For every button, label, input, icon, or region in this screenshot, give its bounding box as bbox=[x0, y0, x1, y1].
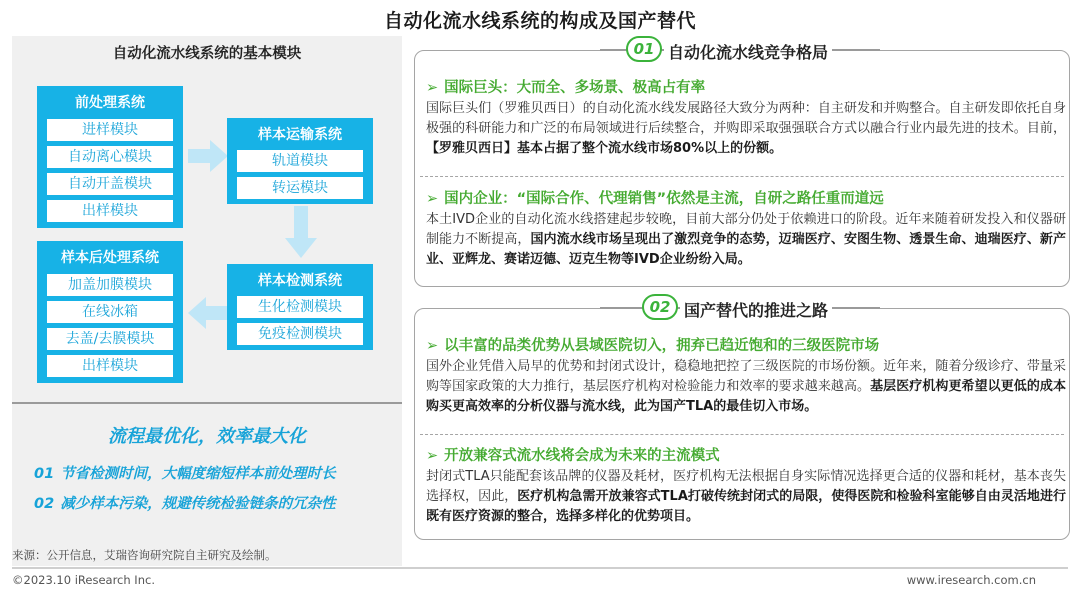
chevron-right-icon: ➢ bbox=[426, 191, 439, 207]
arrow-right-icon bbox=[188, 140, 228, 172]
benefit-number: 01 bbox=[34, 466, 55, 482]
post-processing-box bbox=[37, 241, 183, 383]
benefit-item bbox=[34, 462, 336, 483]
modules-heading: 自动化流水线系统的基本模块 bbox=[112, 46, 302, 62]
pre-processing-box bbox=[37, 86, 183, 228]
section-01-badge: 01 bbox=[626, 36, 662, 62]
point-title bbox=[426, 187, 884, 208]
point-body-emphasis: 基层医疗机构更希望以更低的成本购买更高效率的分析仪器与流水线，此为国产TLA的最佳切入市场。 bbox=[426, 379, 1066, 414]
benefit-item bbox=[34, 492, 336, 513]
section-02-dash-divider bbox=[420, 434, 1064, 435]
point-body bbox=[426, 357, 1066, 417]
point-body-text: 国外企业凭借入局早的优势和封闭式设计，稳稳地把控了三级医院的市场份额。近年来，随着分级诊疗、带量采购等国家政策的大力推行，基层医疗机构对检验能力和效率的要求越来越高。 bbox=[426, 359, 1066, 394]
pre-processing-title: 前处理系统 bbox=[75, 95, 145, 111]
detection-title: 样本检测系统 bbox=[258, 273, 342, 289]
point-body-text: 本土IVD企业的自动化流水线搭建起步较晚，目前大部分仍处于依赖进口的阶段。近年来随着研发投入和仪器研制能力不断提高， bbox=[426, 212, 1066, 247]
module-item: 出样模块 bbox=[47, 355, 173, 377]
transport-box bbox=[227, 118, 373, 204]
point-body-text: 国际巨头们（罗雅贝西日）的自动化流水线发展路径大致分为两种：自主研发和并购整合。自主研发即依托自身极强的科研能力和广泛的布局领域进行后续整合，并购即采取强强联合方式以融合行业内最先进的技术。目前， bbox=[426, 101, 1066, 136]
point-body bbox=[426, 210, 1066, 270]
module-item: 去盖/去膜模块 bbox=[47, 328, 173, 350]
module-item: 免疫检测模块 bbox=[237, 323, 363, 345]
benefit-text: 节省检测时间，大幅度缩短样本前处理时长 bbox=[60, 466, 336, 482]
point-title-text: 国际巨头：大而全、多场景、极高占有率 bbox=[444, 80, 706, 96]
point-body bbox=[426, 99, 1066, 159]
section-01-dash-divider bbox=[420, 176, 1064, 177]
module-item: 加盖加膜模块 bbox=[47, 274, 173, 296]
detection-box bbox=[227, 264, 373, 350]
module-item: 自动开盖模块 bbox=[47, 173, 173, 195]
left-divider bbox=[12, 402, 402, 404]
point-body-text: 封闭式TLA只能配套该品牌的仪器及耗材，医疗机构无法根据自身实际情况选择更合适的仪器和耗材，基本丧失选择权，因此， bbox=[426, 469, 1066, 504]
benefit-number: 02 bbox=[34, 496, 55, 512]
point-title bbox=[426, 444, 720, 465]
arrow-left-icon bbox=[188, 297, 228, 329]
copyright: ©2023.10 iResearch Inc. bbox=[12, 573, 155, 587]
arrow-down-icon bbox=[285, 206, 317, 258]
source-note: 来源：公开信息，艾瑞咨询研究院自主研究及绘制。 bbox=[12, 548, 277, 562]
section-02-badge: 02 bbox=[642, 294, 678, 320]
transport-title: 样本运输系统 bbox=[258, 127, 342, 143]
module-item: 转运模块 bbox=[237, 177, 363, 199]
chevron-right-icon: ➢ bbox=[426, 338, 439, 354]
point-title-text: 国内企业：“国际合作、代理销售”依然是主流，自研之路任重而道远 bbox=[444, 191, 884, 207]
chevron-right-icon: ➢ bbox=[426, 448, 439, 464]
footer-divider bbox=[12, 567, 1068, 569]
point-title-text: 开放兼容式流水线将会成为未来的主流模式 bbox=[444, 448, 720, 464]
point-body-emphasis: 医疗机构急需开放兼容式TLA打破传统封闭式的局限，使得医院和检验科室能够自由灵活地进行既有医疗资源的整合，选择多样化的优势项目。 bbox=[426, 489, 1066, 524]
modules-panel bbox=[12, 36, 402, 566]
module-item: 轨道模块 bbox=[237, 150, 363, 172]
module-item: 在线冰箱 bbox=[47, 301, 173, 323]
section-02-title: 国产替代的推进之路 bbox=[680, 298, 832, 321]
benefit-text: 减少样本污染，规避传统检验链条的冗杂性 bbox=[60, 496, 336, 512]
chevron-right-icon: ➢ bbox=[426, 80, 439, 96]
post-processing-title: 样本后处理系统 bbox=[61, 250, 159, 266]
point-body bbox=[426, 467, 1066, 527]
module-item: 自动离心模块 bbox=[47, 146, 173, 168]
slogan: 流程最优化，效率最大化 bbox=[108, 426, 306, 447]
point-title bbox=[426, 76, 705, 97]
module-item: 生化检测模块 bbox=[237, 296, 363, 318]
point-body-emphasis: 【罗雅贝西日】基本占据了整个流水线市场80%以上的份额。 bbox=[426, 141, 783, 156]
module-item: 出样模块 bbox=[47, 200, 173, 222]
point-title bbox=[426, 334, 879, 355]
page-title: 自动化流水线系统的构成及国产替代 bbox=[383, 10, 696, 32]
point-body-emphasis: 国内流水线市场呈现出了激烈竞争的态势，迈瑞医疗、安图生物、透景生命、迪瑞医疗、新产业、亚辉龙、赛诺迈德、迈克生物等IVD企业纷纷入局。 bbox=[426, 232, 1066, 267]
point-title-text: 以丰富的品类优势从县域医院切入，拥弃已趋近饱和的三级医院市场 bbox=[444, 338, 880, 354]
module-item: 进样模块 bbox=[47, 119, 173, 141]
section-01-title: 自动化流水线竞争格局 bbox=[664, 40, 832, 63]
website-link[interactable]: www.iresearch.com.cn bbox=[906, 573, 1036, 587]
